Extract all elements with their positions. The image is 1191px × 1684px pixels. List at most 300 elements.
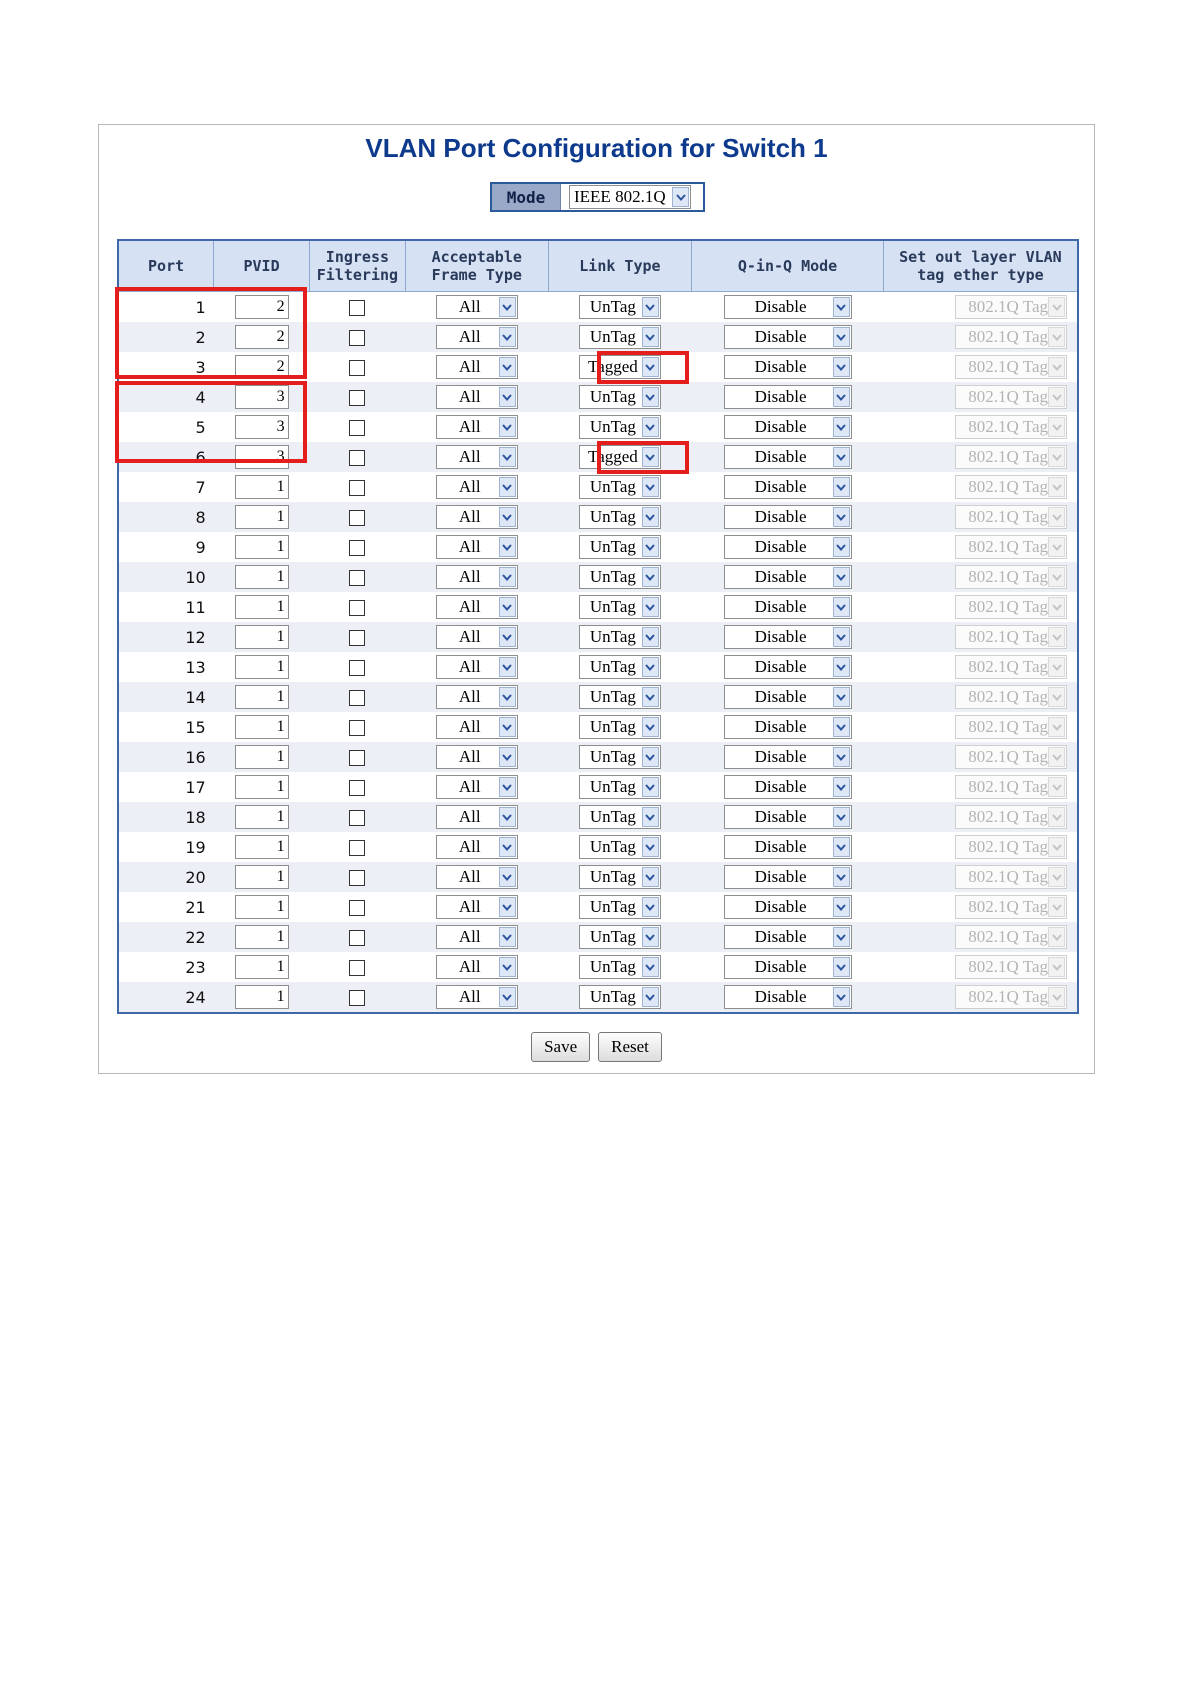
link-type-cell (548, 352, 692, 382)
link-type-value: UnTag (589, 747, 636, 766)
frame-type-select[interactable] (436, 295, 518, 319)
frame-type-select[interactable] (436, 625, 518, 649)
ingress-filtering-checkbox[interactable] (349, 690, 365, 706)
frame-type-value: All (458, 627, 481, 646)
ingress-cell (309, 982, 405, 1013)
ether-type-select (955, 985, 1067, 1009)
chevron-down-icon (642, 417, 659, 437)
ether-type-value: 802.1Q Tag (968, 717, 1048, 736)
frame-type-cell (405, 832, 548, 862)
ether-type-select (955, 355, 1067, 379)
frame-type-cell (405, 322, 548, 352)
frame-type-select[interactable] (436, 385, 518, 409)
pvid-input[interactable] (235, 505, 289, 529)
frame-type-value: All (458, 327, 481, 346)
frame-type-cell (405, 382, 548, 412)
pvid-input[interactable] (235, 685, 289, 709)
port-cell: 7 (118, 472, 214, 502)
chevron-down-icon (499, 297, 516, 317)
qinq-cell (692, 442, 884, 472)
pvid-input[interactable] (235, 835, 289, 859)
pvid-input[interactable] (235, 385, 289, 409)
qinq-mode-select[interactable] (724, 865, 852, 889)
pvid-input[interactable] (235, 535, 289, 559)
qinq-mode-select[interactable] (724, 655, 852, 679)
chevron-down-icon (833, 417, 850, 437)
qinq-mode-select[interactable] (724, 985, 852, 1009)
pvid-input[interactable] (235, 325, 289, 349)
chevron-down-icon (833, 717, 850, 737)
qinq-mode-value: Disable (754, 447, 807, 466)
pvid-input[interactable] (235, 745, 289, 769)
pvid-input[interactable] (235, 355, 289, 379)
frame-type-select[interactable] (436, 595, 518, 619)
chevron-down-icon (833, 627, 850, 647)
frame-type-cell (405, 682, 548, 712)
frame-type-select[interactable] (436, 475, 518, 499)
qinq-mode-select[interactable] (724, 955, 852, 979)
chevron-down-icon (1048, 957, 1065, 977)
col-header-frame-line2: Frame Type (431, 266, 522, 284)
col-header-ether-line2: tag ether type (917, 266, 1044, 284)
port-cell: 14 (118, 682, 214, 712)
pvid-input[interactable] (235, 295, 289, 319)
frame-type-select[interactable] (436, 685, 518, 709)
ether-type-select (955, 475, 1067, 499)
frame-type-select[interactable] (436, 985, 518, 1009)
frame-type-select[interactable] (436, 325, 518, 349)
ether-type-select (955, 805, 1067, 829)
mode-cell (561, 184, 703, 210)
port-cell: 15 (118, 712, 214, 742)
ether-type-value: 802.1Q Tag (968, 627, 1048, 646)
ingress-filtering-checkbox[interactable] (349, 480, 365, 496)
chevron-down-icon (833, 807, 850, 827)
ether-type-select (955, 835, 1067, 859)
chevron-down-icon (642, 897, 659, 917)
link-type-select[interactable] (579, 595, 661, 619)
ingress-filtering-checkbox[interactable] (349, 930, 365, 946)
ingress-filtering-checkbox[interactable] (349, 840, 365, 856)
ether-type-select (955, 955, 1067, 979)
qinq-cell (692, 802, 884, 832)
link-type-select[interactable] (579, 625, 661, 649)
link-type-value: UnTag (589, 327, 636, 346)
link-type-select[interactable] (579, 775, 661, 799)
pvid-cell (214, 682, 310, 712)
ether-type-value: 802.1Q Tag (968, 417, 1048, 436)
chevron-down-icon (499, 777, 516, 797)
chevron-down-icon (1048, 627, 1065, 647)
link-type-select[interactable] (579, 475, 661, 499)
qinq-mode-value: Disable (754, 507, 807, 526)
col-header-link-type: Link Type (548, 240, 692, 292)
frame-type-select[interactable] (436, 925, 518, 949)
pvid-input[interactable] (235, 415, 289, 439)
link-type-cell (548, 442, 692, 472)
pvid-input[interactable] (235, 925, 289, 949)
table-row (118, 682, 1078, 712)
col-header-ingress (309, 240, 405, 292)
pvid-input[interactable] (235, 985, 289, 1009)
chevron-down-icon (1048, 657, 1065, 677)
ingress-cell (309, 562, 405, 592)
chevron-down-icon (499, 627, 516, 647)
frame-type-select[interactable] (436, 445, 518, 469)
link-type-value: Tagged (588, 447, 638, 466)
table-row (118, 802, 1078, 832)
chevron-down-icon (642, 657, 659, 677)
link-type-select[interactable] (579, 415, 661, 439)
pvid-input[interactable] (235, 775, 289, 799)
ingress-filtering-checkbox[interactable] (349, 870, 365, 886)
ingress-filtering-checkbox[interactable] (349, 660, 365, 676)
frame-type-select[interactable] (436, 505, 518, 529)
qinq-mode-select[interactable] (724, 595, 852, 619)
pvid-input[interactable] (235, 445, 289, 469)
pvid-cell (214, 592, 310, 622)
qinq-mode-select[interactable] (724, 805, 852, 829)
qinq-mode-select[interactable] (724, 385, 852, 409)
table-row (118, 982, 1078, 1013)
qinq-mode-select[interactable] (724, 835, 852, 859)
link-type-select[interactable] (579, 985, 661, 1009)
frame-type-select[interactable] (436, 535, 518, 559)
ingress-cell (309, 832, 405, 862)
ingress-cell (309, 472, 405, 502)
qinq-mode-select[interactable] (724, 325, 852, 349)
ingress-filtering-checkbox[interactable] (349, 780, 365, 796)
qinq-mode-select[interactable] (724, 745, 852, 769)
frame-type-cell (405, 622, 548, 652)
ether-type-cell (883, 862, 1078, 892)
table-row (118, 412, 1078, 442)
ingress-filtering-checkbox[interactable] (349, 300, 365, 316)
pvid-input[interactable] (235, 715, 289, 739)
save-button[interactable]: Save (531, 1032, 590, 1062)
pvid-cell (214, 712, 310, 742)
chevron-down-icon (1048, 687, 1065, 707)
port-cell: 17 (118, 772, 214, 802)
chevron-down-icon (499, 957, 516, 977)
ingress-filtering-checkbox[interactable] (349, 390, 365, 406)
qinq-mode-select[interactable] (724, 895, 852, 919)
port-cell: 18 (118, 802, 214, 832)
ether-type-select (955, 865, 1067, 889)
link-type-select[interactable] (579, 655, 661, 679)
ingress-filtering-checkbox[interactable] (349, 900, 365, 916)
frame-type-cell (405, 592, 548, 622)
table-row (118, 622, 1078, 652)
frame-type-select[interactable] (436, 865, 518, 889)
pvid-input[interactable] (235, 955, 289, 979)
port-cell: 21 (118, 892, 214, 922)
qinq-cell (692, 712, 884, 742)
pvid-cell (214, 652, 310, 682)
chevron-down-icon (833, 837, 850, 857)
chevron-down-icon (642, 297, 659, 317)
link-type-select[interactable] (579, 385, 661, 409)
ingress-filtering-checkbox[interactable] (349, 720, 365, 736)
chevron-down-icon (499, 387, 516, 407)
qinq-mode-value: Disable (754, 747, 807, 766)
page-title: VLAN Port Configuration for Switch 1 (365, 133, 828, 163)
table-row (118, 712, 1078, 742)
link-type-value: UnTag (589, 717, 636, 736)
table-row (118, 562, 1078, 592)
link-type-value: UnTag (589, 297, 636, 316)
chevron-down-icon (1048, 897, 1065, 917)
qinq-mode-select[interactable] (724, 295, 852, 319)
frame-type-cell (405, 862, 548, 892)
chevron-down-icon (499, 327, 516, 347)
link-type-select[interactable] (579, 325, 661, 349)
ingress-filtering-checkbox[interactable] (349, 510, 365, 526)
ether-type-value: 802.1Q Tag (968, 477, 1048, 496)
frame-type-select[interactable] (436, 355, 518, 379)
qinq-mode-select[interactable] (724, 535, 852, 559)
ingress-cell (309, 772, 405, 802)
chevron-down-icon (1048, 537, 1065, 557)
ether-type-cell (883, 382, 1078, 412)
pvid-cell (214, 472, 310, 502)
chevron-down-icon (642, 477, 659, 497)
ingress-filtering-checkbox[interactable] (349, 750, 365, 766)
pvid-input[interactable] (235, 565, 289, 589)
link-type-select[interactable] (579, 505, 661, 529)
link-type-value: UnTag (589, 507, 636, 526)
ether-type-cell (883, 802, 1078, 832)
ingress-cell (309, 592, 405, 622)
frame-type-value: All (458, 507, 481, 526)
table-row (118, 892, 1078, 922)
qinq-mode-select[interactable] (724, 925, 852, 949)
link-type-cell (548, 652, 692, 682)
col-header-qinq: Q-in-Q Mode (692, 240, 884, 292)
ingress-cell (309, 502, 405, 532)
chevron-down-icon (1048, 987, 1065, 1007)
ether-type-value: 802.1Q Tag (968, 537, 1048, 556)
link-type-cell (548, 502, 692, 532)
table-row (118, 952, 1078, 982)
link-type-select[interactable] (579, 535, 661, 559)
qinq-mode-select[interactable] (724, 565, 852, 589)
qinq-mode-select[interactable] (724, 415, 852, 439)
link-type-select[interactable] (579, 745, 661, 769)
chevron-down-icon (1048, 417, 1065, 437)
pvid-input[interactable] (235, 475, 289, 499)
pvid-cell (214, 862, 310, 892)
link-type-cell (548, 892, 692, 922)
chevron-down-icon (642, 507, 659, 527)
frame-type-select[interactable] (436, 715, 518, 739)
ingress-filtering-checkbox[interactable] (349, 330, 365, 346)
link-type-select[interactable] (579, 925, 661, 949)
ether-type-value: 802.1Q Tag (968, 507, 1048, 526)
ether-type-select (955, 415, 1067, 439)
link-type-value: Tagged (588, 357, 638, 376)
chevron-down-icon (672, 187, 689, 207)
ingress-cell (309, 742, 405, 772)
chevron-down-icon (833, 387, 850, 407)
qinq-mode-select[interactable] (724, 625, 852, 649)
chevron-down-icon (833, 297, 850, 317)
ingress-filtering-checkbox[interactable] (349, 990, 365, 1006)
frame-type-cell (405, 772, 548, 802)
ingress-filtering-checkbox[interactable] (349, 600, 365, 616)
frame-type-select[interactable] (436, 895, 518, 919)
chevron-down-icon (499, 597, 516, 617)
chevron-down-icon (499, 837, 516, 857)
ether-type-cell (883, 592, 1078, 622)
ether-type-value: 802.1Q Tag (968, 777, 1048, 796)
ingress-cell (309, 322, 405, 352)
port-cell: 20 (118, 862, 214, 892)
pvid-cell (214, 322, 310, 352)
link-type-select[interactable] (579, 685, 661, 709)
chevron-down-icon (499, 987, 516, 1007)
qinq-mode-select[interactable] (724, 475, 852, 499)
link-type-select[interactable] (579, 295, 661, 319)
chevron-down-icon (833, 897, 850, 917)
link-type-select[interactable] (579, 445, 661, 469)
link-type-select[interactable] (579, 895, 661, 919)
qinq-cell (692, 742, 884, 772)
port-cell: 22 (118, 922, 214, 952)
chevron-down-icon (642, 927, 659, 947)
chevron-down-icon (1048, 477, 1065, 497)
mode-select[interactable] (569, 185, 691, 209)
ether-type-cell (883, 652, 1078, 682)
ingress-filtering-checkbox[interactable] (349, 450, 365, 466)
qinq-mode-select[interactable] (724, 775, 852, 799)
link-type-value: UnTag (589, 417, 636, 436)
ether-type-cell (883, 712, 1078, 742)
frame-type-cell (405, 742, 548, 772)
frame-type-select[interactable] (436, 655, 518, 679)
pvid-input[interactable] (235, 655, 289, 679)
qinq-mode-select[interactable] (724, 685, 852, 709)
frame-type-value: All (458, 747, 481, 766)
chevron-down-icon (642, 837, 659, 857)
qinq-mode-select[interactable] (724, 715, 852, 739)
ingress-filtering-checkbox[interactable] (349, 570, 365, 586)
qinq-mode-select[interactable] (724, 355, 852, 379)
frame-type-cell (405, 562, 548, 592)
frame-type-value: All (458, 957, 481, 976)
table-row (118, 352, 1078, 382)
link-type-select[interactable] (579, 955, 661, 979)
chevron-down-icon (833, 927, 850, 947)
qinq-mode-value: Disable (754, 357, 807, 376)
link-type-select[interactable] (579, 355, 661, 379)
port-cell: 6 (118, 442, 214, 472)
frame-type-select[interactable] (436, 565, 518, 589)
chevron-down-icon (499, 717, 516, 737)
reset-button[interactable]: Reset (598, 1032, 662, 1062)
chevron-down-icon (1048, 717, 1065, 737)
ingress-filtering-checkbox[interactable] (349, 960, 365, 976)
ingress-filtering-checkbox[interactable] (349, 630, 365, 646)
ether-type-cell (883, 982, 1078, 1013)
pvid-input[interactable] (235, 625, 289, 649)
frame-type-value: All (458, 837, 481, 856)
link-type-cell (548, 862, 692, 892)
ingress-filtering-checkbox[interactable] (349, 420, 365, 436)
qinq-cell (692, 352, 884, 382)
qinq-cell (692, 592, 884, 622)
ingress-cell (309, 382, 405, 412)
frame-type-value: All (458, 927, 481, 946)
pvid-input[interactable] (235, 805, 289, 829)
link-type-select[interactable] (579, 805, 661, 829)
frame-type-select[interactable] (436, 805, 518, 829)
link-type-select[interactable] (579, 565, 661, 589)
frame-type-select[interactable] (436, 955, 518, 979)
qinq-cell (692, 562, 884, 592)
port-cell: 10 (118, 562, 214, 592)
ether-type-select (955, 745, 1067, 769)
ether-type-cell (883, 292, 1078, 323)
pvid-input[interactable] (235, 895, 289, 919)
chevron-down-icon (1048, 867, 1065, 887)
ether-type-value: 802.1Q Tag (968, 567, 1048, 586)
chevron-down-icon (833, 567, 850, 587)
frame-type-cell (405, 892, 548, 922)
link-type-select[interactable] (579, 835, 661, 859)
frame-type-cell (405, 472, 548, 502)
qinq-mode-value: Disable (754, 837, 807, 856)
chevron-down-icon (642, 957, 659, 977)
frame-type-select[interactable] (436, 415, 518, 439)
ingress-cell (309, 532, 405, 562)
link-type-select[interactable] (579, 865, 661, 889)
frame-type-select[interactable] (436, 775, 518, 799)
pvid-input[interactable] (235, 595, 289, 619)
frame-type-select[interactable] (436, 745, 518, 769)
pvid-input[interactable] (235, 865, 289, 889)
ether-type-select (955, 595, 1067, 619)
ingress-cell (309, 352, 405, 382)
ingress-filtering-checkbox[interactable] (349, 810, 365, 826)
port-cell: 3 (118, 352, 214, 382)
chevron-down-icon (499, 867, 516, 887)
ingress-cell (309, 922, 405, 952)
qinq-cell (692, 292, 884, 323)
chevron-down-icon (833, 327, 850, 347)
frame-type-select[interactable] (436, 835, 518, 859)
chevron-down-icon (833, 357, 850, 377)
qinq-mode-select[interactable] (724, 445, 852, 469)
pvid-cell (214, 412, 310, 442)
ingress-filtering-checkbox[interactable] (349, 360, 365, 376)
col-header-port: Port (118, 240, 214, 292)
frame-type-value: All (458, 597, 481, 616)
ether-type-select (955, 325, 1067, 349)
frame-type-value: All (458, 657, 481, 676)
ingress-filtering-checkbox[interactable] (349, 540, 365, 556)
ether-type-select (955, 505, 1067, 529)
frame-type-value: All (458, 297, 481, 316)
qinq-mode-value: Disable (754, 477, 807, 496)
frame-type-value: All (458, 567, 481, 586)
ether-type-select (955, 775, 1067, 799)
ether-type-cell (883, 322, 1078, 352)
link-type-select[interactable] (579, 715, 661, 739)
ether-type-value: 802.1Q Tag (968, 597, 1048, 616)
frame-type-cell (405, 652, 548, 682)
qinq-mode-select[interactable] (724, 505, 852, 529)
